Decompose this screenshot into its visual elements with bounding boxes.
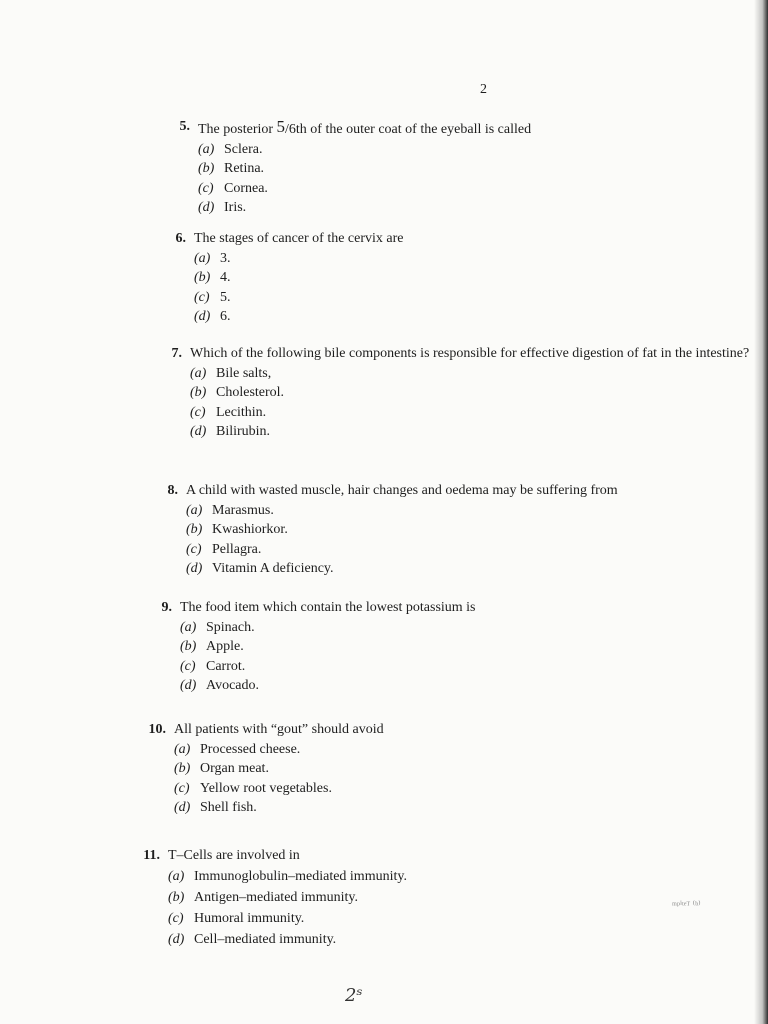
question-number: 9. [161,600,172,615]
option-d: (d) Shell fish. [174,800,257,815]
handwritten-mark: 2ˢ [345,985,363,1006]
option-list [168,866,690,950]
option-b: (b) Apple. [180,639,244,654]
option-a: (a) Marasmus. [186,502,274,518]
option-c: (c) Humoral immunity. [168,911,305,926]
question-10 [136,720,696,818]
option-list [194,249,716,327]
question-stem: All patients with “gout” should avoid [174,722,384,737]
question-number: 11. [143,848,160,863]
option-list [180,618,702,696]
option-b: (b) Kwashiorkor. [186,522,288,537]
question-stem: A child with wasted muscle, hair changes and oedema may be suffering from [186,483,618,498]
option-d: (d) Vitamin A deficiency. [186,561,334,576]
question-number: 7. [171,346,182,361]
question-8 [148,481,728,579]
option-d: (d) Iris. [198,200,247,215]
option-b: (b) Cholesterol. [190,385,285,400]
question-stem: The posterior 5/6th of the outer coat of the eyeball is called [198,117,532,137]
option-a: (a) Sclera. [198,141,263,157]
option-d: (d) 6. [194,309,231,324]
question-9 [142,598,702,696]
option-a: (a) Processed cheese. [174,741,301,757]
option-d: (d) Avocado. [180,678,259,693]
question-6 [156,229,716,327]
option-d: (d) Bilirubin. [190,424,271,439]
option-list [198,140,720,218]
option-b: (b) Retina. [198,161,265,176]
option-a: (a) Bile salts, [190,365,272,381]
option-a: (a) Spinach. [180,619,255,635]
option-c: (c) Lecithin. [190,404,267,420]
question-7 [152,344,752,442]
page-edge-shadow [754,0,768,1024]
margin-smudge: ᵐᵖⁱᵗᵉᵀ ⁽ᵇ⁾ [672,900,701,911]
option-b: (b) 4. [194,270,231,285]
page-number: 2 [480,82,487,97]
option-c: (c) Carrot. [180,658,246,674]
question-number: 10. [148,722,166,737]
option-c: (c) Yellow root vegetables. [174,780,332,796]
option-list [174,740,696,818]
question-stem: T–Cells are involved in [168,848,300,863]
option-c: (c) 5. [194,289,231,305]
question-number: 8. [167,483,178,498]
option-a: (a) 3. [194,250,231,266]
option-b: (b) Antigen–mediated immunity. [168,890,358,905]
question-number: 6. [175,231,186,246]
option-list [186,501,728,579]
option-c: (c) Cornea. [198,180,268,196]
question-stem: The food item which contain the lowest potassium is [180,600,476,615]
question-5 [160,117,720,218]
option-list [190,364,752,442]
question-stem: The stages of cancer of the cervix are [194,231,404,246]
question-number: 5. [179,119,190,134]
question-11 [130,845,690,950]
option-b: (b) Organ meat. [174,761,269,776]
option-a: (a) Immunoglobulin–mediated immunity. [168,869,407,884]
option-c: (c) Pellagra. [186,541,262,557]
option-d: (d) Cell–mediated immunity. [168,932,337,947]
question-stem: Which of the following bile components is responsible for effective digestion of fat in the intestine? [190,346,750,361]
